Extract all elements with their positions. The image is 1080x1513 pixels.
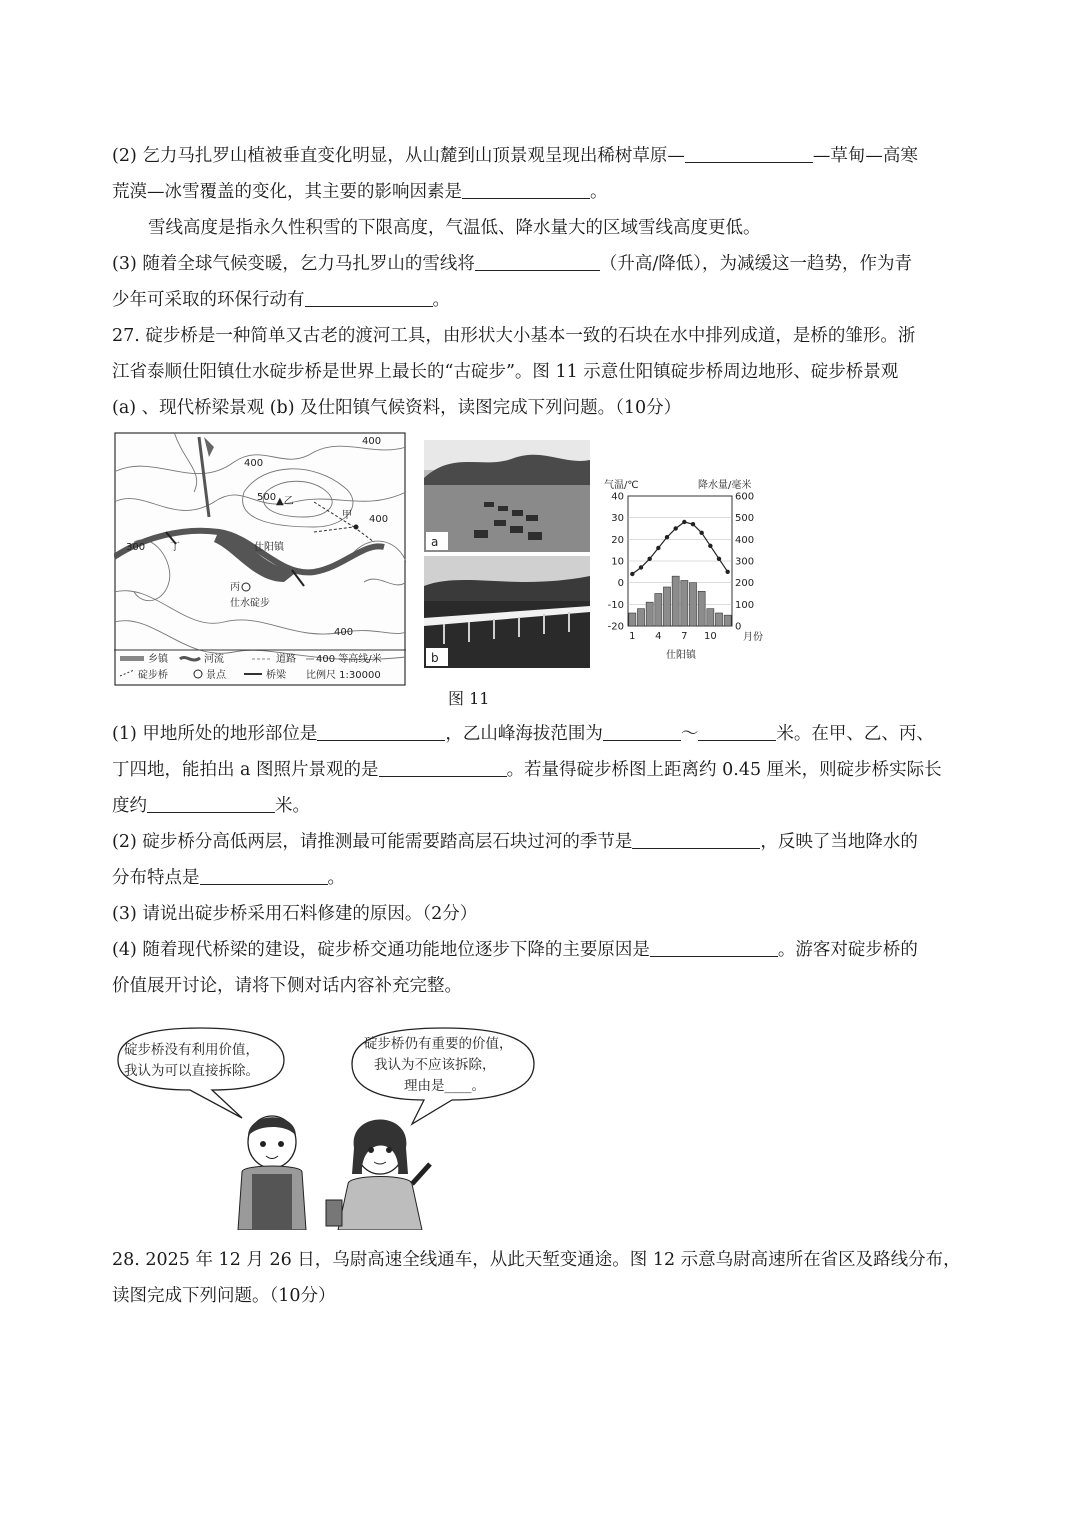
x-tick-label: 7 (681, 631, 688, 642)
contour-label: 500 (257, 492, 277, 503)
precipitation-bar (655, 594, 662, 627)
q27-part4-line1 (112, 937, 968, 963)
text: (1) 甲地所处的地形部位是 (112, 724, 318, 744)
text: 米。在甲、乙、丙、 (776, 724, 934, 744)
answer-blank[interactable] (698, 722, 776, 741)
y-left-tick-label: 10 (611, 556, 624, 568)
scenic-site-label: 仕水碇步 (230, 598, 270, 609)
girl-speech-line2: 我认为不应该拆除， (374, 1057, 496, 1073)
temperature-point (665, 535, 669, 539)
y-right-tick-label: 300 (735, 556, 755, 568)
temperature-point (656, 546, 660, 550)
y-left-tick-label: 40 (611, 491, 624, 503)
contour-label: 300 (126, 542, 146, 553)
boy-speech-line2: 我认为可以直接拆除。 (124, 1063, 259, 1079)
text: ～ (680, 724, 699, 744)
x-tick-label: 4 (655, 631, 662, 642)
figure-caption: 图 11 (448, 689, 490, 708)
y-left-tick-label: -10 (607, 599, 624, 611)
contour-label: 400 (244, 458, 264, 469)
girl-figure (326, 1120, 430, 1231)
x-tick-label: 10 (703, 631, 717, 642)
text: (4) 随着现代桥梁的建设，碇步桥交通功能地位逐步下降的主要原因是 (112, 940, 650, 960)
point-jia-label: 甲 (342, 510, 352, 521)
q27-intro-line3: (a) 、现代桥梁景观 (b) 及仕阳镇气候资料，读图完成下列问题。（10分） (112, 398, 682, 418)
q27-intro-line1: 27. 碇步桥是一种简单又古老的渡河工具，由形状大小基本一致的石块在水中排列成道，是桥的雏形。浙 (112, 326, 916, 346)
precipitation-bar (663, 587, 670, 626)
q26-part2-line2 (112, 179, 968, 205)
precipitation-bar (646, 602, 653, 626)
y-left-axis-label: 气温/℃ (604, 480, 639, 491)
station-label: 仕阳镇 (666, 650, 696, 661)
text: 。 (590, 182, 608, 202)
photo-b-modern-bridge (424, 556, 590, 668)
text: (3) 随着全球气候变暖，乞力马扎罗山的雪线将 (112, 254, 475, 274)
girl-speech-line3: 理由是____。 (404, 1078, 485, 1094)
climate-chart (598, 476, 770, 662)
text: 。若量得碇步桥图上距离约 0.45 厘米，则碇步桥实际长 (506, 760, 942, 780)
legend-scenic: 景点 (206, 670, 226, 681)
legend-contour: 400 等高线/米 (316, 654, 382, 665)
y-right-tick-label: 0 (735, 621, 742, 633)
q27-part1-line2 (112, 757, 968, 783)
contour-label: 400 (334, 627, 354, 638)
text: 。游客对碇步桥的 (777, 940, 918, 960)
precipitation-bar (689, 583, 696, 626)
x-tick-label: 1 (629, 631, 636, 642)
temperature-point (682, 520, 686, 524)
q27-part1-line3 (112, 793, 968, 819)
q28-line1: 28. 2025 年 12 月 26 日，乌尉高速全线通车，从此天堑变通途。图 12 示意乌尉高速所在省区及路线分布， (112, 1250, 961, 1270)
legend-step-bridge: 碇步桥 (138, 670, 168, 681)
y-right-tick-label: 100 (735, 599, 755, 611)
text: 丁四地，能拍出 a 图照片景观的是 (112, 760, 379, 780)
q28-line2: 读图完成下列问题。（10分） (112, 1286, 336, 1306)
text: 米。 (275, 796, 310, 816)
answer-blank[interactable] (685, 144, 813, 163)
q26-part3-line2 (112, 287, 968, 313)
girl-speech-line1: 碇步桥仍有重要的价值， (364, 1036, 513, 1052)
answer-blank[interactable] (475, 252, 600, 271)
town-label: 仕阳镇 (254, 542, 284, 553)
answer-blank[interactable] (379, 758, 507, 777)
q27-intro-line2: 江省泰顺仕阳镇仕水碇步桥是世界上最长的“古碇步”。图 11 示意仕阳镇碇步桥周边地形、碇步桥景观 (112, 362, 899, 382)
legend-bridge: 桥梁 (266, 670, 286, 681)
temperature-line (632, 522, 727, 574)
photo-b-label: b (431, 651, 439, 665)
text: (2) 碇步桥分高低两层，请推测最可能需要踏高层石块过河的季节是 (112, 832, 633, 852)
precipitation-bar (681, 581, 688, 627)
point-ding-label: 丁 (170, 542, 180, 553)
q27-part1-line1 (112, 721, 968, 747)
answer-blank[interactable] (650, 938, 778, 957)
precipitation-bar (637, 609, 644, 626)
precipitation-bar (629, 613, 636, 626)
q27-part4-line2: 价值展开讨论，请将下侧对话内容补充完整。 (112, 976, 462, 996)
boy-figure (238, 1116, 306, 1230)
boy-speech-line1: 碇步桥没有利用价值， (124, 1042, 259, 1058)
precipitation-bar (672, 576, 679, 626)
answer-blank[interactable] (147, 794, 275, 813)
answer-blank[interactable] (462, 180, 590, 199)
y-left-tick-label: 30 (611, 513, 624, 525)
temperature-point (699, 531, 703, 535)
text: ，乙山峰海拔范围为 (445, 724, 603, 744)
legend-town: 乡镇 (148, 654, 168, 665)
temperature-point (673, 526, 677, 530)
answer-blank[interactable] (305, 288, 433, 307)
y-left-tick-label: -20 (607, 621, 624, 633)
text: (2) 乞力马扎罗山植被垂直变化明显，从山麓到山顶景观呈现出稀树草原— (112, 146, 685, 166)
topographic-map (114, 432, 406, 686)
q26-part2-line1 (112, 143, 968, 169)
contour-label: 400 (362, 436, 382, 447)
point-bing-label: 丙 (230, 582, 240, 593)
y-left-tick-label: 20 (611, 534, 624, 546)
answer-blank[interactable] (200, 866, 328, 885)
x-axis-label: 月份 (743, 632, 763, 643)
photo-a-label: a (431, 535, 439, 549)
temperature-point (717, 557, 721, 561)
text: 荒漠—冰雪覆盖的变化，其主要的影响因素是 (112, 182, 462, 202)
q26-part3-line1 (112, 251, 968, 277)
photo-a-stepping-stones (424, 440, 590, 552)
legend-road: 道路 (276, 654, 296, 665)
y-right-tick-label: 500 (735, 513, 755, 525)
q27-part2-line2 (112, 865, 968, 891)
temperature-point (691, 522, 695, 526)
q26-note: 雪线高度是指永久性积雪的下限高度，气温低、降水量大的区域雪线高度更低。 (148, 218, 761, 238)
y-left-tick-label: 0 (617, 578, 624, 590)
peak-yi-label: ▲乙 (276, 496, 294, 507)
temperature-point (630, 572, 634, 576)
answer-blank[interactable] (632, 830, 760, 849)
answer-blank[interactable] (317, 722, 445, 741)
text: （升高/降低），为减缓这一趋势，作为青 (599, 254, 913, 274)
temperature-point (647, 557, 651, 561)
q27-part3: (3) 请说出碇步桥采用石料修建的原因。（2分） (112, 904, 478, 924)
text: 少年可采取的环保行动有 (112, 290, 305, 310)
precipitation-bar (698, 591, 705, 626)
text: —草甸—高寒 (812, 146, 918, 166)
precipitation-bar (724, 615, 731, 626)
temperature-point (708, 544, 712, 548)
contour-label: 400 (369, 514, 389, 525)
y-right-tick-label: 600 (735, 491, 755, 503)
dialogue-illustration (112, 1024, 542, 1230)
y-right-tick-label: 200 (735, 578, 755, 590)
text: 。 (327, 868, 345, 888)
y-right-tick-label: 400 (735, 534, 755, 546)
y-right-axis-label: 降水量/毫米 (698, 480, 752, 491)
text: 。 (432, 290, 450, 310)
legend-scale: 比例尺 1:30000 (306, 670, 381, 681)
text: 度约 (112, 796, 147, 816)
precipitation-bar (715, 613, 722, 626)
answer-blank[interactable] (603, 722, 681, 741)
text: 分布特点是 (112, 868, 200, 888)
temperature-point (639, 565, 643, 569)
temperature-point (725, 570, 729, 574)
legend-river: 河流 (204, 654, 224, 665)
q27-part2-line1 (112, 829, 968, 855)
precipitation-bar (707, 609, 714, 626)
text: ，反映了当地降水的 (760, 832, 918, 852)
